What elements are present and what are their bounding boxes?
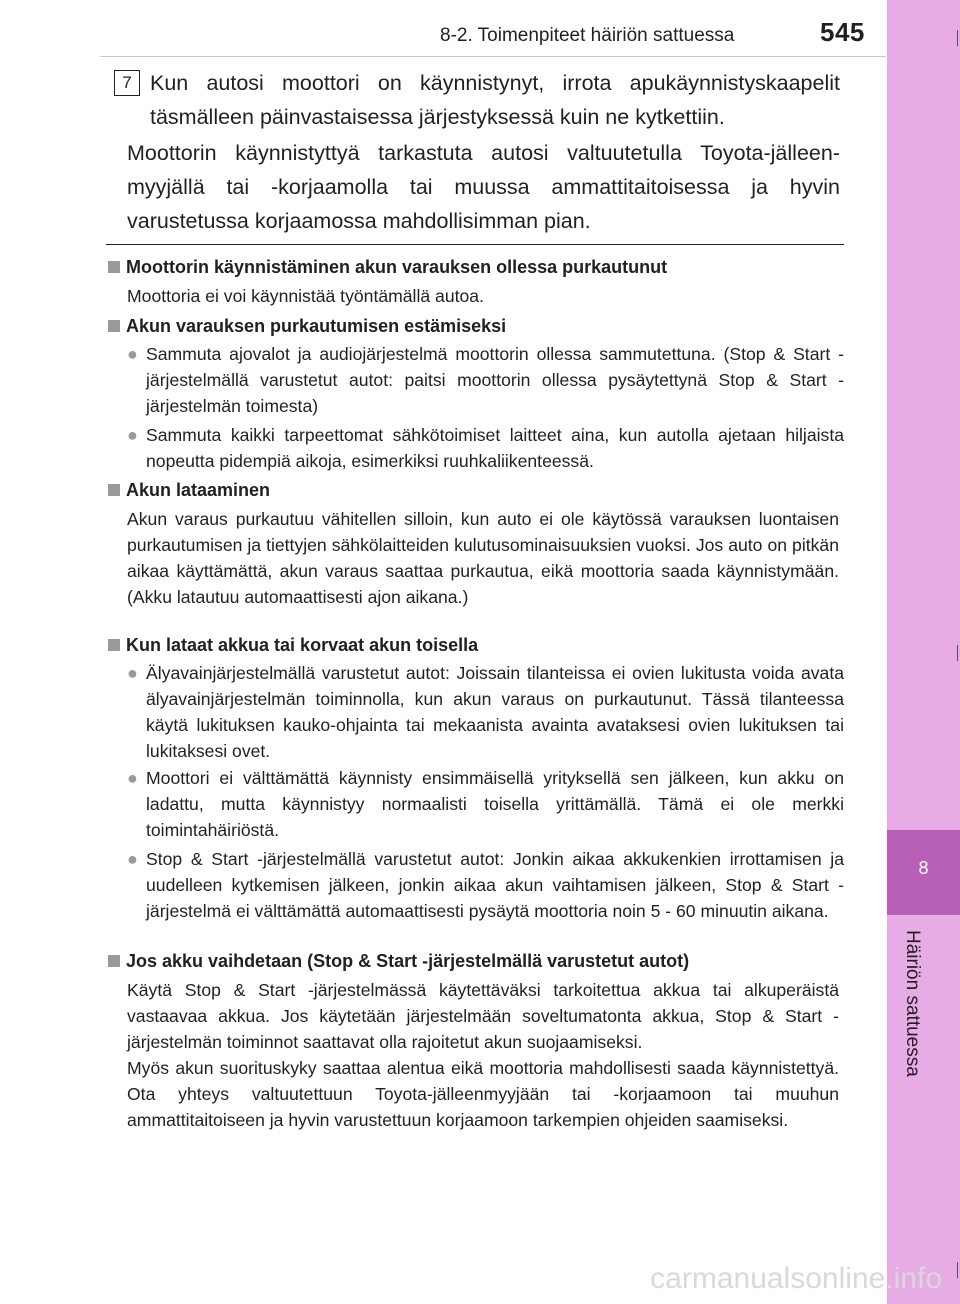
circle-bullet-icon: ● xyxy=(127,425,138,445)
bullet-text: Stop & Start -järjestelmällä varustetut autot: Jonkin aikaa akkukenkien irrottamisen ja uudelleen kytkemisen jälkeen, jonkin aikaa akun vaihtamisen jälkeen, Stop & Start -järjestelmä ei välttämättä automaattisesti pysäytä moottoria noin 5 - 60 minuutin aikana. xyxy=(146,849,844,921)
section-body: Käytä Stop & Start -järjestelmässä käytettäväksi tarkoitettua akkua tai alkuperäistä vastaavaa akkua. Jos käytetään järjestelmään soveltumatonta akkua, Stop & Start -järjestelmän toiminnot saattavat olla rajoitetut akun suojaamiseksi. xyxy=(127,980,839,1052)
header-divider xyxy=(100,56,886,57)
step-number-box: 7 xyxy=(114,70,140,96)
square-bullet-icon xyxy=(108,484,120,496)
square-bullet-icon xyxy=(108,955,120,967)
bullet-text: Sammuta kaikki tarpeettomat sähkötoimiset laitteet aina, kun autolla ajetaan hiljaista nopeutta pidempiä aikoja, esimerkiksi ruuhkaliikenteessä. xyxy=(146,425,844,471)
square-bullet-icon xyxy=(108,639,120,651)
section-heading: Akun lataaminen xyxy=(108,480,270,501)
circle-bullet-icon: ● xyxy=(127,344,138,364)
section-title: 8-2. Toimenpiteet häiriön sattuessa xyxy=(440,25,735,46)
chapter-label: Häiriön sattuessa xyxy=(902,930,923,1077)
circle-bullet-icon: ● xyxy=(127,849,138,869)
chapter-number: 8 xyxy=(918,858,929,878)
section-body: Myös akun suorituskyky saattaa alentua eikä moottoria mahdollisesti saada käynnistettyä. Ota yhteys valtuutettuun Toyota-jälleenmyyjään tai -korjaamoon tai muuhun ammattitaitoiseen ja hyvin varustettuun korjaamoon tarkempien ohjeiden saamiseksi. xyxy=(127,1058,839,1130)
circle-bullet-icon: ● xyxy=(127,768,138,788)
section-body: Akun varaus purkautuu vähitellen silloin, kun auto ei ole käytössä varauksen luontaisen purkautumisen ja tiettyjen sähkölaitteiden kulutusominaisuuksien vuoksi. Jos auto on pitkän aikaa käyttämättä, akun varaus saattaa purkautua, eikä moottoria saada käynnistymään. (Akku latautuu automaattisesti ajon aikana.) xyxy=(127,509,839,607)
crop-mark xyxy=(957,30,958,46)
square-bullet-icon xyxy=(108,261,120,273)
section-body: Moottoria ei voi käynnistää työntämällä autoa. xyxy=(127,286,484,306)
section-heading: Moottorin käynnistäminen akun varauksen ollessa purkautunut xyxy=(108,257,667,278)
section-heading: Akun varauksen purkautumisen estämiseksi xyxy=(108,316,506,337)
chapter-side-tab xyxy=(887,0,960,1304)
bullet-text: Älyavainjärjestelmällä varustetut autot: Joissain tilanteissa ei ovien lukitusta voida avata älyavainjärjestelmän toiminnolla, kun akun varaus on purkautunut. Tässä tilanteessa käytä lukituksen kauko-ohjainta tai mekaanista avainta avataksesi ovien lukituksen tai lukitaksesi ovet. xyxy=(146,663,844,761)
watermark-logo: carmanualsonline.info xyxy=(650,1262,942,1295)
square-bullet-icon xyxy=(108,320,120,332)
crop-mark xyxy=(957,645,958,661)
bullet-text: Sammuta ajovalot ja audiojärjestelmä moottorin ollessa sammutettuna. (Stop & Start -järjestelmällä varustetut autot: paitsi moottorin ollessa pysäytettynä Stop & Start -järjestelmän toimesta) xyxy=(146,344,844,416)
section-divider xyxy=(106,244,844,245)
step-text: Kun autosi moottori on käynnistynyt, irrota apukäynnistyskaapelit täsmälleen päinvastaisessa järjestyksessä kuin ne kytkettiin. xyxy=(150,71,840,129)
crop-mark xyxy=(957,1262,958,1278)
step-followup-text: Moottorin käynnistyttyä tarkastuta autosi valtuutetulla Toyota-jälleenmyyjällä tai -korjaamolla tai muussa ammattitaitoisessa ja hyvin varustetussa korjaamossa mahdollisimman pian. xyxy=(127,141,840,233)
section-heading: Kun lataat akkua tai korvaat akun toisella xyxy=(108,635,478,656)
section-heading: Jos akku vaihdetaan (Stop & Start -järjestelmällä varustetut autot) xyxy=(108,951,689,972)
circle-bullet-icon: ● xyxy=(127,663,138,683)
bullet-text: Moottori ei välttämättä käynnisty ensimmäisellä yrityksellä sen jälkeen, kun akku on ladattu, mutta käynnistyy normaalisti toisella yrittämällä. Tämä ei ole merkki toimintahäiriöstä. xyxy=(146,768,844,840)
page-number: 545 xyxy=(820,17,865,47)
